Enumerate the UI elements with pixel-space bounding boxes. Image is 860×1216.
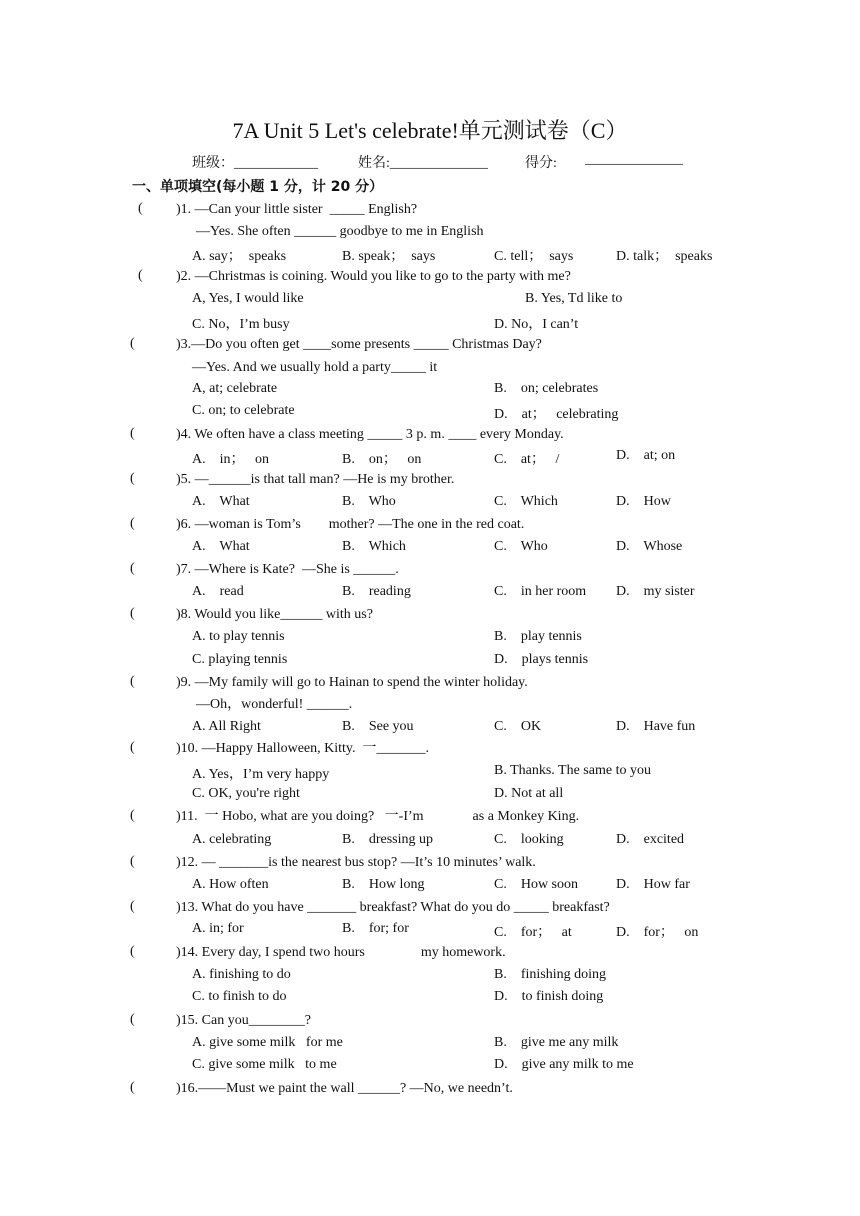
question-7-option-c: C. in her room	[494, 584, 587, 599]
question-15-option-c: C. give some milk to me	[192, 1057, 337, 1072]
question-9-option-b: B. See you	[342, 719, 414, 734]
question-1-stem-2: —Yes. She often ______ goodbye to me in English	[196, 224, 484, 239]
answer-paren: (	[130, 740, 135, 755]
question-15-stem: )15. Can you________?	[176, 1013, 311, 1028]
section-title: 一、单项填空(每小题 1 分，计 20 分）	[132, 179, 384, 195]
question-4-option-d: D. at; on	[616, 448, 676, 463]
question-14-option-c: C. to finish to do	[192, 989, 287, 1004]
question-16-stem: )16.——Must we paint the wall ______? —No, we needn’t.	[176, 1081, 513, 1096]
question-9-option-a: A. All Right	[192, 719, 261, 734]
question-10-option-b: B. Thanks. The same to you	[494, 763, 651, 778]
question-1-option-b: B. speak； says	[342, 249, 436, 264]
question-12-option-c: C. How soon	[494, 877, 579, 892]
question-2-option-a: A, Yes, I would like	[192, 291, 304, 306]
question-10-option-d: D. Not at all	[494, 786, 564, 801]
question-6-option-d: D. Whose	[616, 539, 683, 554]
question-4-option-c: C. at； /	[494, 452, 560, 467]
answer-paren: (	[130, 1012, 135, 1027]
question-13-option-d: D. for； on	[616, 925, 699, 940]
answer-paren: (	[130, 471, 135, 486]
question-6-option-a: A. What	[192, 539, 250, 554]
answer-paren: (	[130, 336, 135, 351]
question-2-stem: )2. —Christmas is coining. Would you like to go to the party with me?	[176, 269, 571, 284]
question-5-option-a: A. What	[192, 494, 250, 509]
question-11-option-d: D. excited	[616, 832, 685, 847]
answer-paren: (	[130, 808, 135, 823]
question-3-option-d: D. at； celebrating	[494, 407, 619, 422]
question-15-option-b: B. give me any milk	[494, 1035, 619, 1050]
question-3-option-a: A, at; celebrate	[192, 381, 278, 396]
question-11-option-a: A. celebrating	[192, 832, 272, 847]
question-3-stem-2: —Yes. And we usually hold a party_____ it	[192, 360, 438, 375]
answer-paren: (	[130, 944, 135, 959]
question-13-stem: )13. What do you have _______ breakfast? What do you do _____ breakfast?	[176, 900, 610, 915]
answer-paren: (	[130, 1080, 135, 1095]
answer-paren: (	[130, 854, 135, 869]
question-12-stem: )12. — _______is the nearest bus stop? —It’s 10 minutes’ walk.	[176, 855, 536, 870]
question-8-stem: )8. Would you like______ with us?	[176, 607, 373, 622]
question-7-option-d: D. my sister	[616, 584, 695, 599]
question-8-option-d: D. plays tennis	[494, 652, 589, 667]
question-5-stem: )5. —______is that tall man? —He is my brother.	[176, 472, 455, 487]
question-7-option-a: A. read	[192, 584, 244, 599]
question-3-option-c: C. on; to celebrate	[192, 403, 295, 418]
answer-paren: (	[130, 426, 135, 441]
class-field: 班级：____________	[192, 156, 318, 171]
question-10-stem: )10. —Happy Halloween, Kitty. 一_______.	[176, 741, 429, 756]
score-label: 得分:	[525, 156, 557, 171]
score-field: ______________	[585, 152, 683, 167]
question-13-option-b: B. for; for	[342, 921, 409, 936]
answer-paren: (	[138, 268, 143, 283]
question-6-option-b: B. Which	[342, 539, 406, 554]
question-2-option-b: B. Yes, Td like to	[525, 291, 623, 306]
question-9-option-c: C. OK	[494, 719, 542, 734]
question-11-option-c: C. looking	[494, 832, 564, 847]
question-12-option-b: B. How long	[342, 877, 425, 892]
question-15-option-a: A. give some milk for me	[192, 1035, 343, 1050]
question-15-option-d: D. give any milk to me	[494, 1057, 634, 1072]
question-11-stem: )11. 一 Hobo, what are you doing? 一-I’m as a Monkey King.	[176, 809, 580, 824]
question-2-option-c: C. No，I’m busy	[192, 317, 290, 332]
question-11-option-b: B. dressing up	[342, 832, 433, 847]
answer-paren: (	[130, 606, 135, 621]
question-14-option-a: A. finishing to do	[192, 967, 291, 982]
answer-paren: (	[130, 899, 135, 914]
question-14-option-b: B. finishing doing	[494, 967, 607, 982]
question-6-option-c: C. Who	[494, 539, 548, 554]
question-9-stem-2: —Oh，wonderful! ______.	[196, 697, 353, 712]
question-4-option-b: B. on； on	[342, 452, 422, 467]
question-9-option-d: D. Have fun	[616, 719, 696, 734]
question-12-option-a: A. How often	[192, 877, 269, 892]
question-7-stem: )7. —Where is Kate? —She is ______.	[176, 562, 399, 577]
answer-paren: (	[130, 561, 135, 576]
question-8-option-c: C. playing tennis	[192, 652, 288, 667]
question-10-option-a: A. Yes，I’m very happy	[192, 767, 330, 782]
question-10-option-c: C. OK, you're right	[192, 786, 300, 801]
answer-paren: (	[138, 201, 143, 216]
question-8-option-b: B. play tennis	[494, 629, 582, 644]
name-field: 姓名:______________	[358, 156, 488, 171]
question-9-stem: )9. —My family will go to Hainan to spend the winter holiday.	[176, 675, 528, 690]
answer-paren: (	[130, 674, 135, 689]
question-5-option-d: D. How	[616, 494, 671, 509]
question-1-option-a: A. say； speaks	[192, 249, 287, 264]
question-5-option-c: C. Which	[494, 494, 558, 509]
question-8-option-a: A. to play tennis	[192, 629, 285, 644]
question-3-stem: )3.—Do you often get ____some presents _____ Christmas Day?	[176, 337, 542, 352]
question-1-stem: )1. —Can your little sister _____ English?	[176, 202, 418, 217]
question-14-stem: )14. Every day, I spend two hours my homework.	[176, 945, 506, 960]
question-12-option-d: D. How far	[616, 877, 690, 892]
question-14-option-d: D. to finish doing	[494, 989, 604, 1004]
question-13-option-a: A. in; for	[192, 921, 244, 936]
question-5-option-b: B. Who	[342, 494, 396, 509]
question-4-stem: )4. We often have a class meeting _____ 3 p. m. ____ every Monday.	[176, 427, 564, 442]
page-title: 7A Unit 5 Let's celebrate!单元测试卷（C）	[232, 118, 628, 143]
question-4-option-a: A. in； on	[192, 452, 269, 467]
question-1-option-c: C. tell； says	[494, 249, 574, 264]
question-6-stem: )6. —woman is Tom’s mother? —The one in the red coat.	[176, 517, 525, 532]
question-2-option-d: D. No，I can’t	[494, 317, 579, 332]
question-3-option-b: B. on; celebrates	[494, 381, 599, 396]
answer-paren: (	[130, 516, 135, 531]
question-7-option-b: B. reading	[342, 584, 411, 599]
question-13-option-c: C. for； at	[494, 925, 572, 940]
question-1-option-d: D. talk； speaks	[616, 249, 713, 264]
